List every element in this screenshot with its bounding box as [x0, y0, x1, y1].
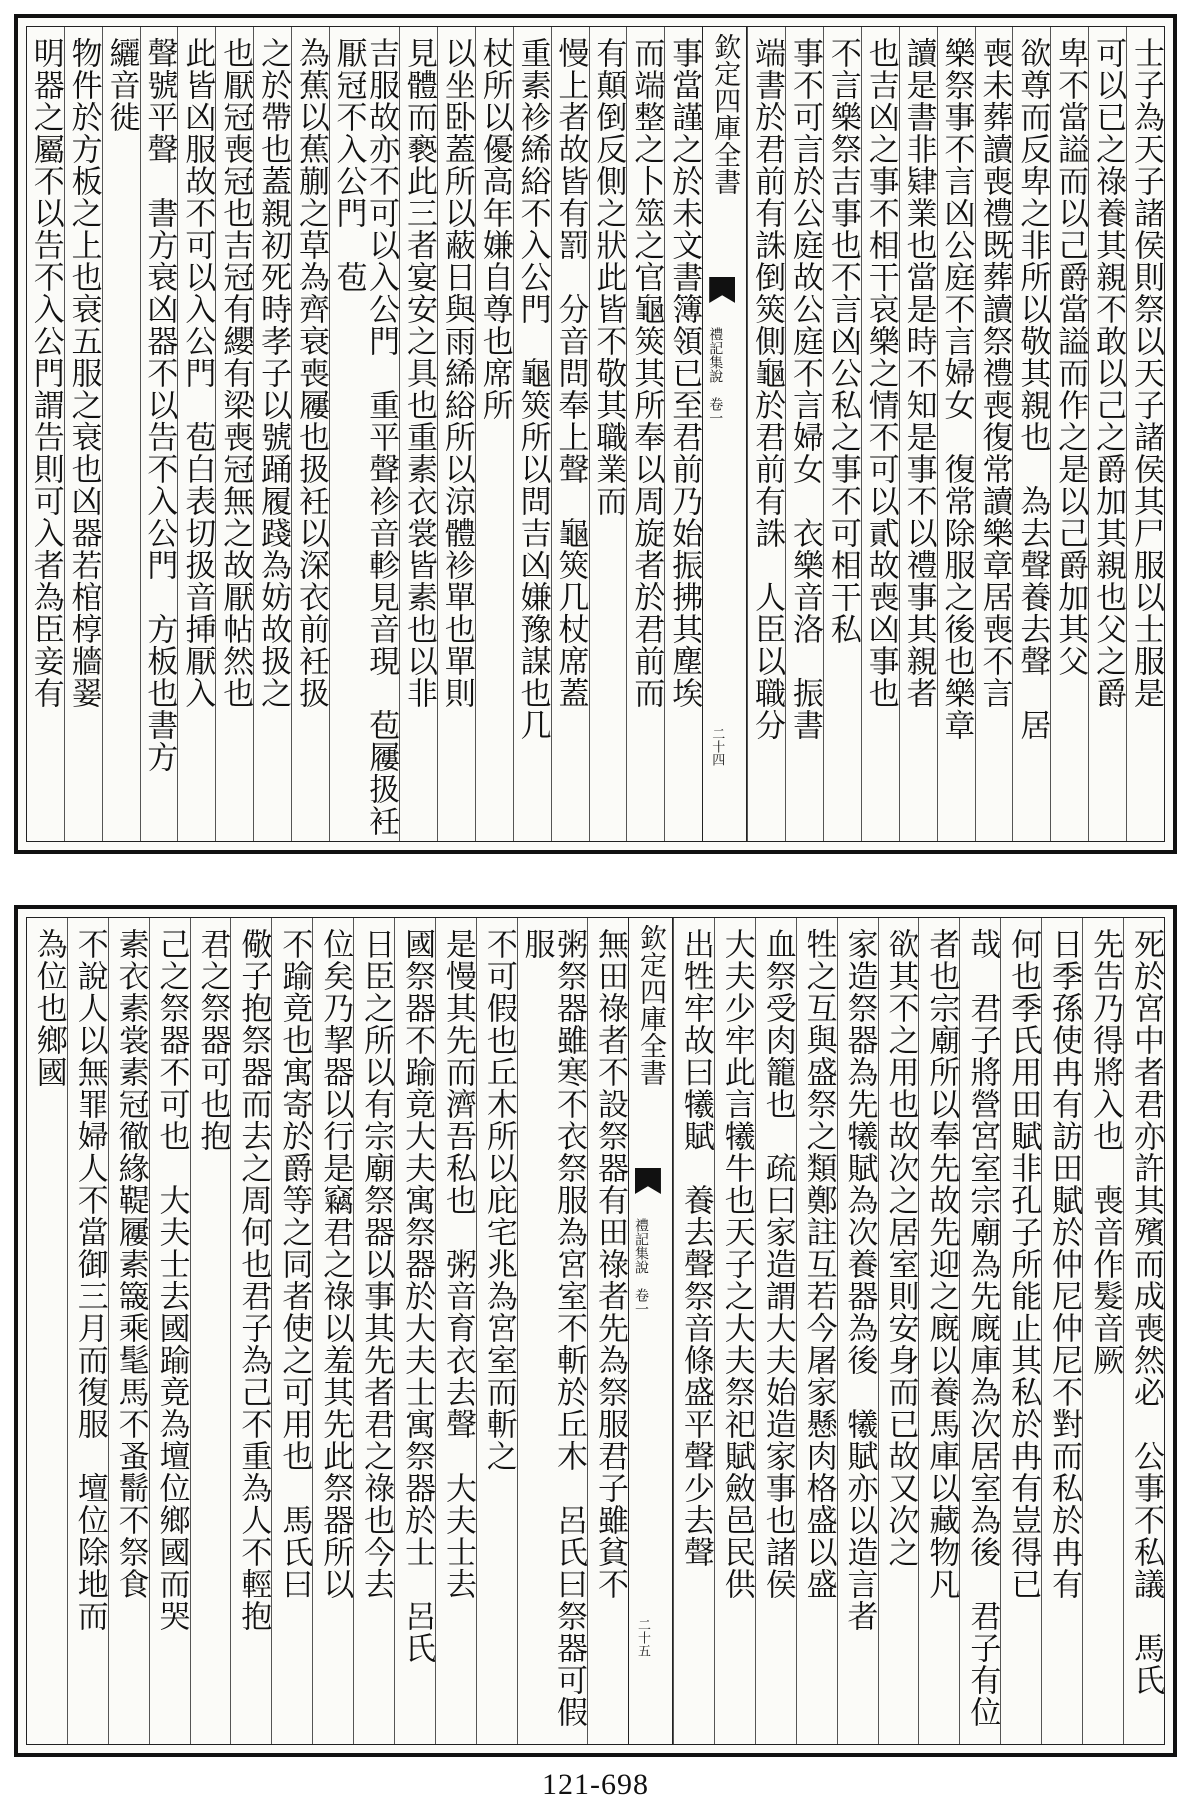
text-column: 血祭受肉籠也 疏曰家造謂大夫始造家事也諸侯 [755, 918, 796, 1744]
text-column: 無田祿者不設祭器有田祿者先為祭服君子雖貧不 [587, 918, 628, 1744]
volume-label: 禮記集說 卷一 [632, 1218, 649, 1316]
text-column: 士子為天子諸侯則祭以天子諸侯其尸服以士服是 [1126, 27, 1164, 841]
book-title: 欽定四庫全書 [709, 33, 741, 195]
text-column: 不說人以無罪婦人不當御三月而復服 壇位除地而 [67, 918, 108, 1744]
text-column: 可以已之祿養其親不敢以己之爵加其親也父之爵 [1088, 27, 1126, 841]
text-column: 死於宮中者君亦許其殯而成喪然必 公事不私議 馬氏 [1123, 918, 1164, 1744]
text-column: 何也季氏用田賦非孔子所能止其私於冉有豈得已 [1000, 918, 1041, 1744]
text-column: 物件於方板之上也衰五服之衰也凶器若棺椁牆翣 [64, 27, 102, 841]
text-column: 欲尊而反卑之非所以敬其親也 為去聲養去聲 居 [1012, 27, 1050, 841]
text-column: 見體而褻此三者宴安之具也重素衣裳皆素也以非 [399, 27, 437, 841]
text-column: 樂祭事不言凶公庭不言婦女 復常除服之後也樂章 [937, 27, 975, 841]
text-column: 事不可言於公庭故公庭不言婦女 衣樂音洛 振書 [785, 27, 823, 841]
leaf-number: 二十四 [709, 727, 725, 766]
text-column: 之於帶也蓋親初死時孝子以號踊履踐為妨故扱之 [253, 27, 291, 841]
text-column: 事當謹之於未文書簿領已至君前乃始振拂其塵埃 [664, 27, 702, 841]
text-column: 牲之互與盛祭之類鄭註互若今屠家懸肉格盛以盛 [796, 918, 837, 1744]
upper-page-columns [27, 27, 1164, 841]
book-title: 欽定四庫全書 [634, 924, 666, 1086]
text-column: 有顛倒反側之狀此皆不敬其職業而 [589, 27, 627, 841]
text-column: 不可假也丘木所以庇宅兆為宮室而斬之 [476, 918, 517, 1744]
text-column: 明器之屬不以告不入公門謂告則可入者為臣妾有 [27, 37, 64, 709]
text-column: 杖所以優高年嫌自尊也席所 [475, 27, 513, 841]
lower-page-frame [14, 905, 1177, 1757]
lower-page-inner-border [26, 917, 1165, 1745]
fishtail-mark-icon [709, 277, 735, 303]
text-column: 不踰竟也寓寄於爵等之同者使之可用也 馬氏曰 [271, 918, 312, 1744]
text-column: 而端整之卜筮之官龜筴其所奉以周旋者於君前而 [626, 27, 664, 841]
upper-page-frame [14, 14, 1177, 854]
text-column: 日臣之所以有宗廟祭器以事其先者君之祿也今去 [353, 918, 394, 1744]
text-column: 聲號平聲 書方衰凶器不以告不入公門 方板也書方 [140, 27, 178, 841]
text-column: 纚音徙 [102, 27, 140, 841]
text-column: 讀是書非肄業也當是時不知是事不以禮事其親者 [899, 27, 937, 841]
center-fold-header [702, 27, 747, 841]
text-column: 慢上者故皆有罰 分音問奉上聲 龜筴几杖席蓋 [551, 27, 589, 841]
text-column: 者也宗廟所以奉先故先迎之廐以養馬庫以藏物凡 [918, 918, 959, 1744]
text-column: 先告乃得將入也 喪音作髮音厥 [1082, 918, 1123, 1744]
text-column: 為蕉以蕉蒯之草為齊衰喪屨也扱衽以深衣前衽扱 [291, 27, 329, 841]
scan-page-number: 121-698 [542, 1768, 649, 1801]
text-column: 也厭冠喪冠也吉冠有纓有梁喪冠無之故厭帖然也 [215, 27, 253, 841]
leaf-number: 二十五 [634, 1618, 650, 1657]
text-column: 國祭器不踰竟大夫寓祭器於大夫士寓祭器於士 呂氏 [394, 918, 435, 1744]
fishtail-mark-icon [635, 1168, 661, 1194]
text-column: 吉服故亦不可以入公門 重平聲袗音軫見音現 苞屨扱衽厭冠不入公門 苞 [329, 27, 399, 841]
upper-page-inner-border [26, 26, 1165, 842]
volume-label: 禮記集說 卷一 [707, 327, 724, 425]
text-column: 日季孫使冉有訪田賦於仲尼仲尼不對而私於冉有 [1041, 918, 1082, 1744]
text-column: 己之祭器不可也 大夫士去國踰竟為壇位鄉國而哭 [149, 918, 190, 1744]
lower-page-columns [27, 918, 1164, 1744]
text-column: 此皆凶服故不可以入公門 苞白表切扱音挿厭入 [177, 27, 215, 841]
text-column: 哉 君子將營宮室宗廟為先廐庫為次居室為後 君子有位 [959, 918, 1000, 1744]
text-column: 位矣乃挈器以行是竊君之祿以羞其先此祭器所以 [312, 918, 353, 1744]
text-column: 君之祭器可也抱 [190, 918, 231, 1744]
text-column: 家造祭器為先犧賦為次養器為後 犧賦亦以造言者 [837, 918, 878, 1744]
text-column: 出牲牢故曰犧賦 養去聲祭音條盛平聲少去聲 [673, 918, 714, 1744]
text-column: 為位也鄉國 [30, 928, 67, 1088]
text-column: 喪未葬讀喪禮既葬讀祭禮喪復常讀樂章居喪不言 [975, 27, 1013, 841]
text-column: 端書於君前有誅倒筴側龜於君前有誅 人臣以職分 [747, 27, 785, 841]
text-column: 是慢其先而濟吾私也 粥音育衣去聲 大夫士去 [435, 918, 476, 1744]
text-column: 儆子抱祭器而去之周何也君子為己不重為人不輕抱 [230, 918, 271, 1744]
text-column: 也吉凶之事不相干哀樂之情不可以貳故喪凶事也 [861, 27, 899, 841]
text-column: 重素袗絺綌不入公門 龜筴所以問吉凶嫌豫謀也几 [513, 27, 551, 841]
text-column: 大夫少牢此言犧牛也天子之大夫祭祀賦斂邑民供 [714, 918, 755, 1744]
text-column: 欲其不之用也故次之居室則安身而已故又次之 [878, 918, 919, 1744]
text-column: 粥祭器雖寒不衣祭服為宮室不斬於丘木 呂氏曰祭器可假服 [517, 918, 587, 1744]
text-column: 不言樂祭吉事也不言凶公私之事不可相干私 [823, 27, 861, 841]
center-fold-header [628, 918, 673, 1744]
text-column: 卑不當謚而以己爵當謚而作之是以己爵加其父 [1050, 27, 1088, 841]
text-column: 以坐卧蓋所以蔽日與雨絺綌所以涼體袗單也單則 [437, 27, 475, 841]
text-column: 素衣素裳素冠徹緣鞮屨素簚乘髦馬不蚤鬋不祭食 [108, 918, 149, 1744]
